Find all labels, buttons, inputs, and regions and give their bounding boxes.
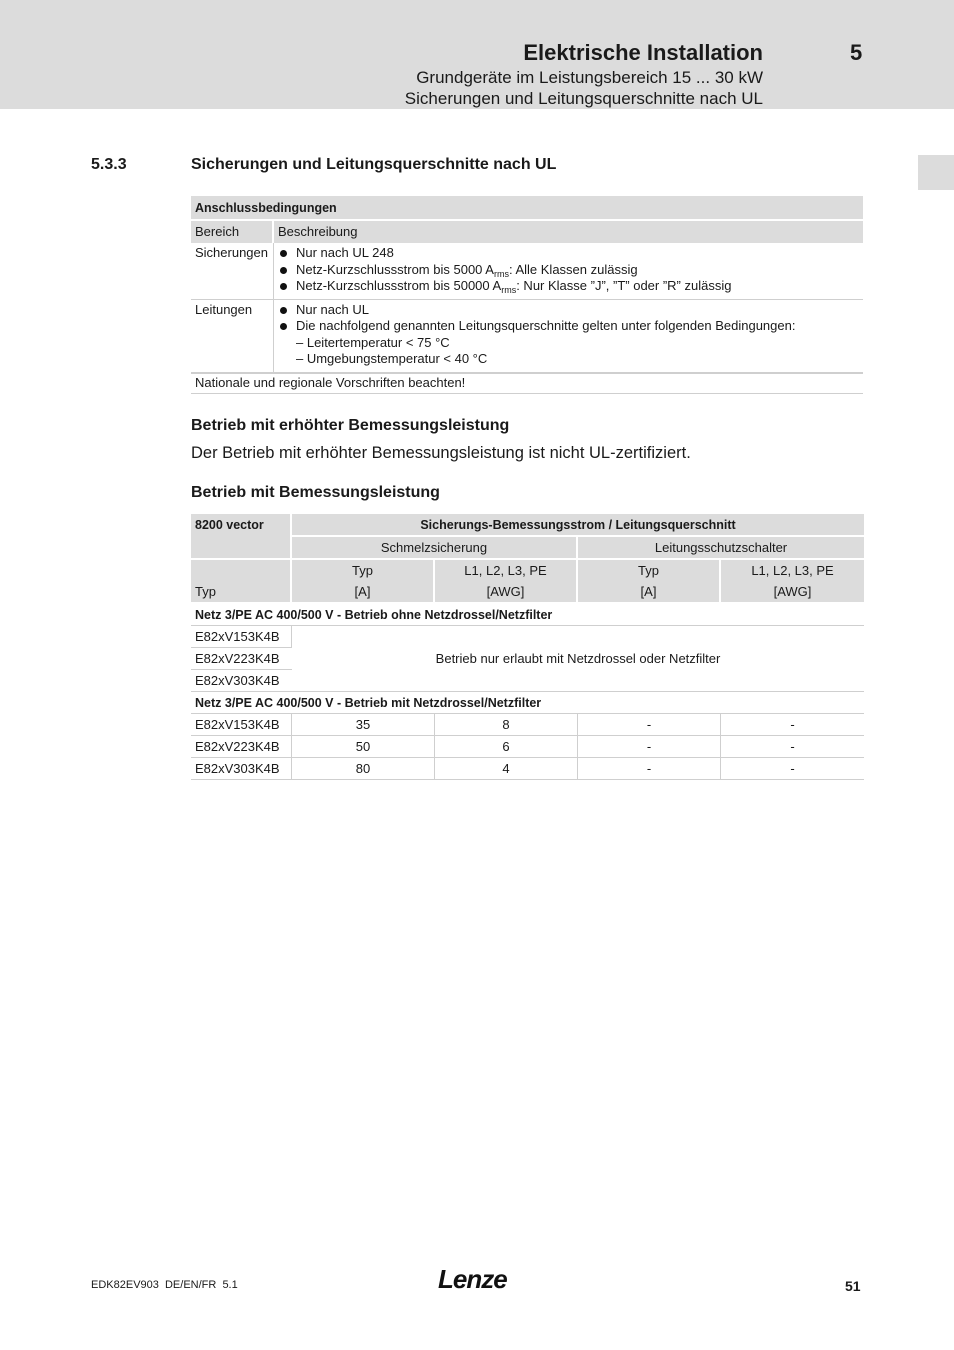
breaker-awg: - <box>721 758 864 780</box>
without-choke-note: Betrieb nur erlaubt mit Netzdrossel oder Netzfilter <box>292 626 864 692</box>
condition-ambient-temp: – Umgebungstemperatur < 40 °C <box>296 351 488 366</box>
unit-cb-awg: [AWG] <box>721 581 864 604</box>
table-row <box>191 243 863 300</box>
breaker-current: - <box>578 714 721 736</box>
device-type: E82xV303K4B <box>191 670 292 692</box>
fuse-awg: 8 <box>435 714 578 736</box>
list-item: Nur nach UL 248 <box>278 245 859 262</box>
table-row <box>191 300 863 373</box>
lenze-logo <box>438 1265 518 1295</box>
breaker-current: - <box>578 758 721 780</box>
device-type: E82xV153K4B <box>191 714 292 736</box>
header-subtitle-2: Sicherungen und Leitungsquerschnitte nach UL <box>404 89 763 108</box>
fuse-current: 80 <box>292 758 435 780</box>
section-title: Sicherungen und Leitungsquerschnitte nach UL <box>191 156 557 173</box>
bullet-icon <box>280 267 287 274</box>
bullet-icon <box>280 283 287 290</box>
document-id: EDK82EV903 DE/EN/FR 5.1 <box>91 1279 238 1291</box>
col-header-main: Sicherungs-Bemessungsstrom / Leitungsquerschnitt <box>292 514 864 537</box>
device-type: E82xV153K4B <box>191 626 292 648</box>
chapter-number: 5 <box>850 40 863 65</box>
group-header-fuse: Schmelzsicherung <box>292 537 578 560</box>
row-label-fuses: Sicherungen <box>191 243 274 300</box>
sub-header-cb-typ: Typ <box>578 560 721 581</box>
table-row <box>191 714 864 736</box>
breaker-awg: - <box>721 736 864 758</box>
fuse-awg: 4 <box>435 758 578 780</box>
bullet-icon <box>280 323 287 330</box>
fuse-table <box>191 514 864 780</box>
svg-text:Lenze: Lenze <box>438 1265 507 1294</box>
breaker-awg: - <box>721 714 864 736</box>
table-row <box>191 626 864 648</box>
col-header-area: Bereich <box>191 221 274 243</box>
unit-fuse-awg: [AWG] <box>435 581 578 604</box>
device-type: E82xV303K4B <box>191 758 292 780</box>
list-item: Netz-Kurzschlussstrom bis 50000 $A_{rms}$: Nur Klasse ”J”, ”T” oder ”R” zulässig <box>278 278 859 295</box>
bullet-icon <box>280 307 287 314</box>
sub-header-fuse-typ: Typ <box>292 560 435 581</box>
col-header-device: 8200 vector <box>191 514 292 560</box>
table-row <box>191 736 864 758</box>
fuse-current: 50 <box>292 736 435 758</box>
conditions-note: Nationale und regionale Vorschriften beachten! <box>191 373 863 394</box>
section-without-choke: Netz 3/PE AC 400/500 V - Betrieb ohne Netzdrossel/Netzfilter <box>191 604 864 626</box>
chapter-tab-marker <box>918 155 954 190</box>
col-header-description: Beschreibung <box>274 221 863 243</box>
conditions-table <box>191 196 863 394</box>
section-number: 5.3.3 <box>91 156 127 173</box>
condition-conductor-temp: – Leitertemperatur < 75 °C <box>296 334 450 350</box>
sub-header-cb-lines: L1, L2, L3, PE <box>721 560 864 581</box>
sub-header-fuse-lines: L1, L2, L3, PE <box>435 560 578 581</box>
row-label-cables: Leitungen <box>191 300 274 373</box>
bullet-icon <box>280 250 287 257</box>
header-subtitle-1: Grundgeräte im Leistungsbereich 15 ... 30 kW <box>416 68 763 87</box>
device-type: E82xV223K4B <box>191 648 292 670</box>
increased-rating-text: Der Betrieb mit erhöhter Bemessungsleistung ist nicht UL-zertifiziert. <box>191 444 691 462</box>
typ-label: Typ <box>191 581 292 604</box>
fuse-awg: 6 <box>435 736 578 758</box>
group-header-breaker: Leitungsschutzschalter <box>578 537 864 560</box>
increased-rating-heading: Betrieb mit erhöhter Bemessungsleistung <box>191 417 510 434</box>
unit-fuse-a: [A] <box>292 581 435 604</box>
list-item: Die nachfolgend genannten Leitungsquerschnitte gelten unter folgenden Bedingungen: <box>278 318 859 335</box>
breaker-current: - <box>578 736 721 758</box>
row-desc-cables <box>274 300 863 373</box>
list-item: Nur nach UL <box>278 302 859 319</box>
row-desc-fuses <box>274 243 863 300</box>
device-type: E82xV223K4B <box>191 736 292 758</box>
list-item: Netz-Kurzschlussstrom bis 5000 $A_{rms}$: Alle Klassen zulässig <box>278 262 859 279</box>
chapter-title: Elektrische Installation <box>523 40 763 65</box>
unit-cb-a: [A] <box>578 581 721 604</box>
section-with-choke: Netz 3/PE AC 400/500 V - Betrieb mit Netzdrossel/Netzfilter <box>191 692 864 714</box>
conditions-heading: Anschlussbedingungen <box>191 196 863 221</box>
table-row <box>191 758 864 780</box>
page-number: 51 <box>845 1278 861 1294</box>
fuse-current: 35 <box>292 714 435 736</box>
rated-heading: Betrieb mit Bemessungsleistung <box>191 484 440 501</box>
